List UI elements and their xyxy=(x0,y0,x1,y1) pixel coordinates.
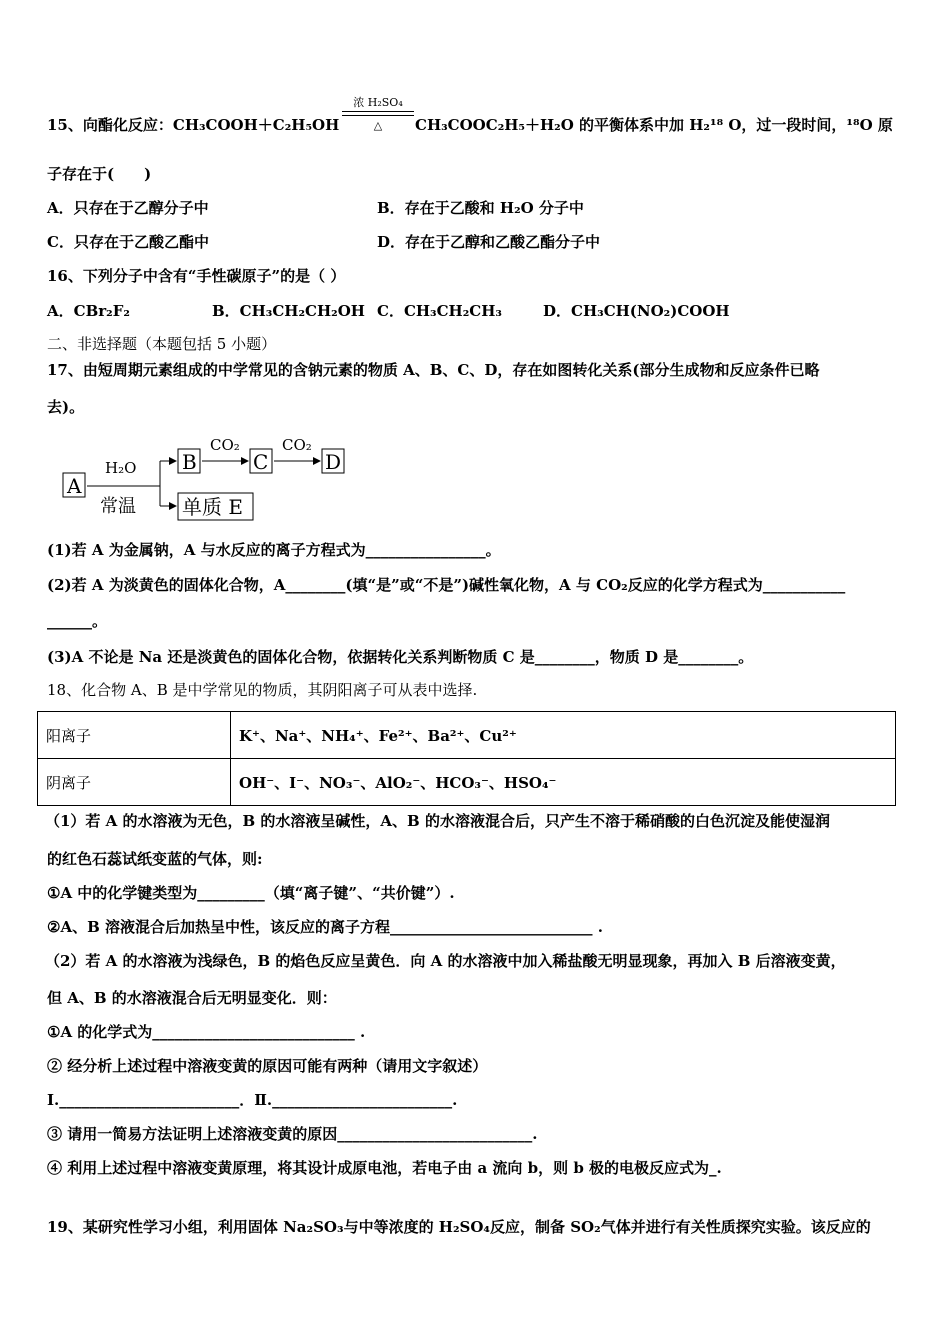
q18-part2-item2: ② 经分析上述过程中溶液变黄的原因可能有两种（请用文字叙述） xyxy=(47,1057,488,1075)
equilibrium-arrow-icon xyxy=(338,109,418,119)
table-cell-cations: K⁺、Na⁺、NH₄⁺、Fe²⁺、Ba²⁺、Cu²⁺ xyxy=(231,712,896,759)
q15-condition-bottom: △ xyxy=(373,119,383,132)
diagram-label-co2-second: CO₂ xyxy=(282,436,312,454)
table-cell-anions: OH⁻、I⁻、NO₃⁻、AlO₂⁻、HCO₃⁻、HSO₄⁻ xyxy=(231,759,896,806)
q15-condition xyxy=(338,96,418,132)
q18-part2-item4: ④ 利用上述过程中溶液变黄原理，将其设计成原电池，若电子由 a 流向 b，则 b 极的电极反应式为_. xyxy=(47,1159,722,1177)
diagram-label-co2-first: CO₂ xyxy=(210,436,240,454)
q15-option-b: B．存在于乙酸和 H₂O 分子中 xyxy=(377,199,584,217)
q16-option-a: A．CBr₂F₂ xyxy=(47,302,130,320)
q15-option-d: D．存在于乙醇和乙酸乙酯分子中 xyxy=(377,233,601,251)
q15-option-a: A．只存在于乙醇分子中 xyxy=(47,199,209,217)
q18-part1-item1: ①A 中的化学键类型为_________（填“离子键”、“共价键”）. xyxy=(47,884,455,902)
q17-part2-line2: ______。 xyxy=(47,612,108,630)
diagram-label-e: 单质 E xyxy=(182,495,243,519)
q17-stem-line2: 去)。 xyxy=(47,398,85,416)
q18-part2-line1: （2）若 A 的水溶液为浅绿色，B 的焰色反应呈黄色．向 A 的水溶液中加入稀盐酸无明显现象，再加入 B 后溶液变黄， xyxy=(45,952,846,970)
diagram-label-c: C xyxy=(253,450,269,474)
q18-part2-item3: ③ 请用一简易方法证明上述溶液变黄的原因__________________________. xyxy=(47,1125,538,1143)
q15-option-c: C．只存在于乙酸乙酯中 xyxy=(47,233,209,251)
q18-stem: 18、化合物 A、B 是中学常见的物质，其阴阳离子可从表中选择. xyxy=(47,681,478,699)
q15-stem-suffix: CH₃COOC₂H₅＋H₂O 的平衡体系中加 H₂¹⁸ O，过一段时间，¹⁸O 原 xyxy=(415,116,893,134)
q18-part1-line2: 的红色石蕊试纸变蓝的气体，则: xyxy=(47,850,263,868)
diagram-label-cond: 常温 xyxy=(100,496,136,517)
diagram-label-b: B xyxy=(182,450,197,474)
q18-part1-item2: ②A、B 溶液混合后加热呈中性，该反应的离子方程___________________________ . xyxy=(47,918,603,936)
diagram-label-h2o: H₂O xyxy=(105,459,137,477)
q15-stem-prefix: 15、向酯化反应：CH₃COOH＋C₂H₅OH xyxy=(47,116,340,134)
q16-option-c: C．CH₃CH₂CH₃ xyxy=(377,302,502,320)
q16-option-d: D．CH₃CH(NO₂)COOH xyxy=(543,302,730,320)
q18-part2-line2: 但 A、B 的水溶液混合后无明显变化．则： xyxy=(47,989,337,1007)
q17-part2-line1: (2)若 A 为淡黄色的固体化合物，A________(填“是”或“不是”)碱性氧化物，A 与 CO₂反应的化学方程式为___________ xyxy=(47,576,846,594)
table-header-cation: 阳离子 xyxy=(38,712,231,759)
q17-part3: (3)A 不论是 Na 还是淡黄色的固体化合物，依据转化关系判断物质 C 是________，物质 D 是________。 xyxy=(47,648,754,666)
table-row xyxy=(38,712,896,759)
section-heading: 二、非选择题（本题包括 5 小题） xyxy=(47,335,277,353)
ion-table xyxy=(37,711,896,806)
q17-conversion-diagram xyxy=(60,436,350,526)
q15-stem-line2: 子存在于( ) xyxy=(47,165,152,183)
table-row xyxy=(38,759,896,806)
q17-part1: (1)若 A 为金属钠，A 与水反应的离子方程式为________________。 xyxy=(47,541,501,559)
q18-part2-item1: ①A 的化学式为___________________________ . xyxy=(47,1023,366,1041)
diagram-label-d: D xyxy=(325,450,342,474)
table-header-anion: 阴离子 xyxy=(38,759,231,806)
q15-condition-top: 浓 H₂SO₄ xyxy=(353,96,403,109)
q16-stem: 16、下列分子中含有“手性碳原子”的是（ ） xyxy=(47,267,346,285)
q18-part1-line1: （1）若 A 的水溶液为无色，B 的水溶液呈碱性，A、B 的水溶液混合后，只产生不溶于稀硝酸的白色沉淀及能使湿润 xyxy=(45,812,830,830)
q16-option-b: B．CH₃CH₂CH₂OH xyxy=(212,302,365,320)
diagram-label-a: A xyxy=(67,474,82,498)
q18-part2-item2-blanks: Ⅰ.________________________．Ⅱ.________________________. xyxy=(47,1091,458,1109)
q17-stem-line1: 17、由短周期元素组成的中学常见的含钠元素的物质 A、B、C、D，存在如图转化关系(部分生成物和反应条件已略 xyxy=(47,361,820,379)
q19-stem: 19、某研究性学习小组，利用固体 Na₂SO₃与中等浓度的 H₂SO₄反应，制备 SO₂气体并进行有关性质探究实验。该反应的 xyxy=(47,1218,871,1236)
